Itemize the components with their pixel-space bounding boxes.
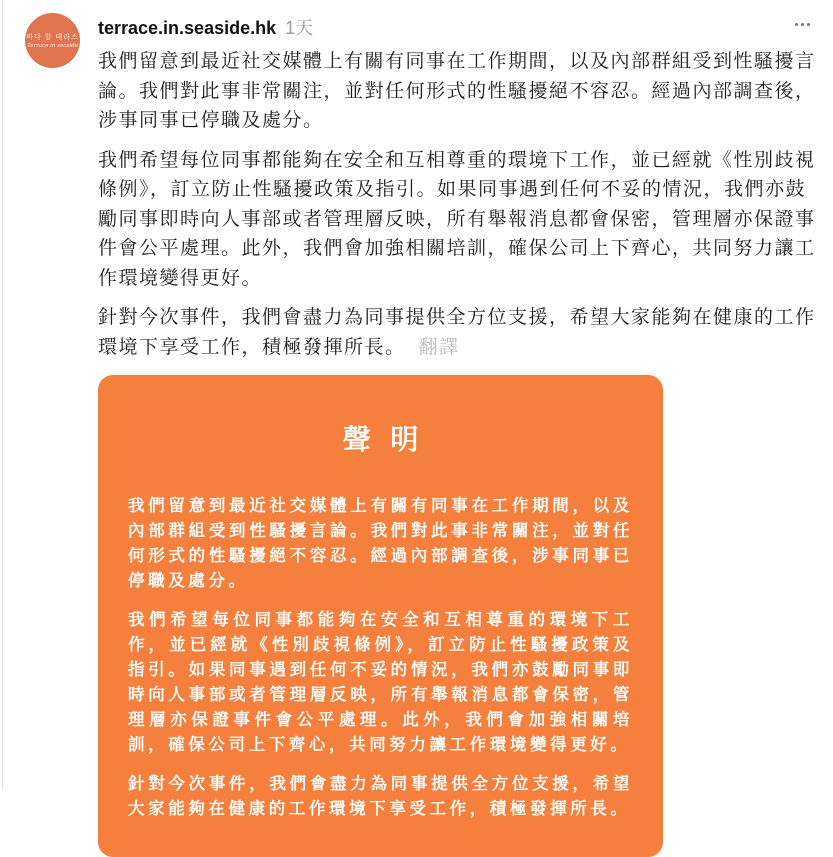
caption-paragraph-3: [98, 303, 824, 362]
caption-paragraph-1: 我們留意到最近社交媒體上有關有同事在工作期間，以及內部群組受到性騷擾言論。我們對此事非常關注，並對任何形式的性騷擾絕不容忍。經過內部調查後，涉事同事已停職及處分。: [98, 51, 816, 131]
post-timestamp: 1天: [285, 18, 314, 38]
post-content: [98, 0, 824, 857]
post-header: [98, 14, 824, 40]
post-caption: [98, 47, 824, 362]
statement-image[interactable]: [98, 375, 663, 857]
statement-paragraph-2: 我們希望每位同事都能夠在安全和互相尊重的環境下工作，並已經就《性別歧視條例》，訂立防止性騷擾政策及指引。如果同事遇到任何不妥的情況，我們亦鼓勵同事即時向人事部或者管理層反映，所有舉報消息都會保密，管理層亦保證事件會公平處理。此外，我們會加強相關培訓，確保公司上下齊心，共同努力讓工作環境變得更好。: [128, 611, 633, 754]
avatar-text-script: Terrace in seaside: [27, 43, 78, 49]
translate-link[interactable]: 翻譯: [418, 336, 460, 358]
more-options-icon[interactable]: [785, 14, 819, 34]
username-link[interactable]: terrace.in.seaside.hk: [98, 18, 277, 38]
statement-paragraph-3: 針對今次事件，我們會盡力為同事提供全方位支援，希望大家能夠在健康的工作環境下享受工作，積極發揮所長。: [128, 775, 633, 818]
caption-paragraph-3-text: 針對今次事件，我們會盡力為同事提供全方位支援，希望大家能夠在健康的工作環境下享受工作，積極發揮所長。: [98, 307, 816, 358]
avatar-text-korean: 바다 앞 테라스: [26, 34, 79, 41]
statement-title: 聲 明: [342, 424, 425, 455]
dot: [795, 23, 798, 26]
dot: [801, 23, 804, 26]
avatar[interactable]: [25, 13, 80, 68]
dot: [807, 23, 810, 26]
feed-page: [2, 0, 833, 818]
statement-paragraph-1: 我們留意到最近社交媒體上有關有同事在工作期間，以及內部群組受到性騷擾言論。我們對此事非常關注，並對任何形式的性騷擾絕不容忍。經過內部調查後，涉事同事已停職及處分。: [128, 497, 633, 590]
caption-paragraph-2: 我們希望每位同事都能夠在安全和互相尊重的環境下工作，並已經就《性別歧視條例》，訂立防止性騷擾政策及指引。如果同事遇到任何不妥的情況，我們亦鼓勵同事即時向人事部或者管理層反映，所有舉報消息都會保密，管理層亦保證事件會公平處理。此外，我們會加強相關培訓，確保公司上下齊心，共同努力讓工作環境變得更好。: [98, 149, 816, 289]
